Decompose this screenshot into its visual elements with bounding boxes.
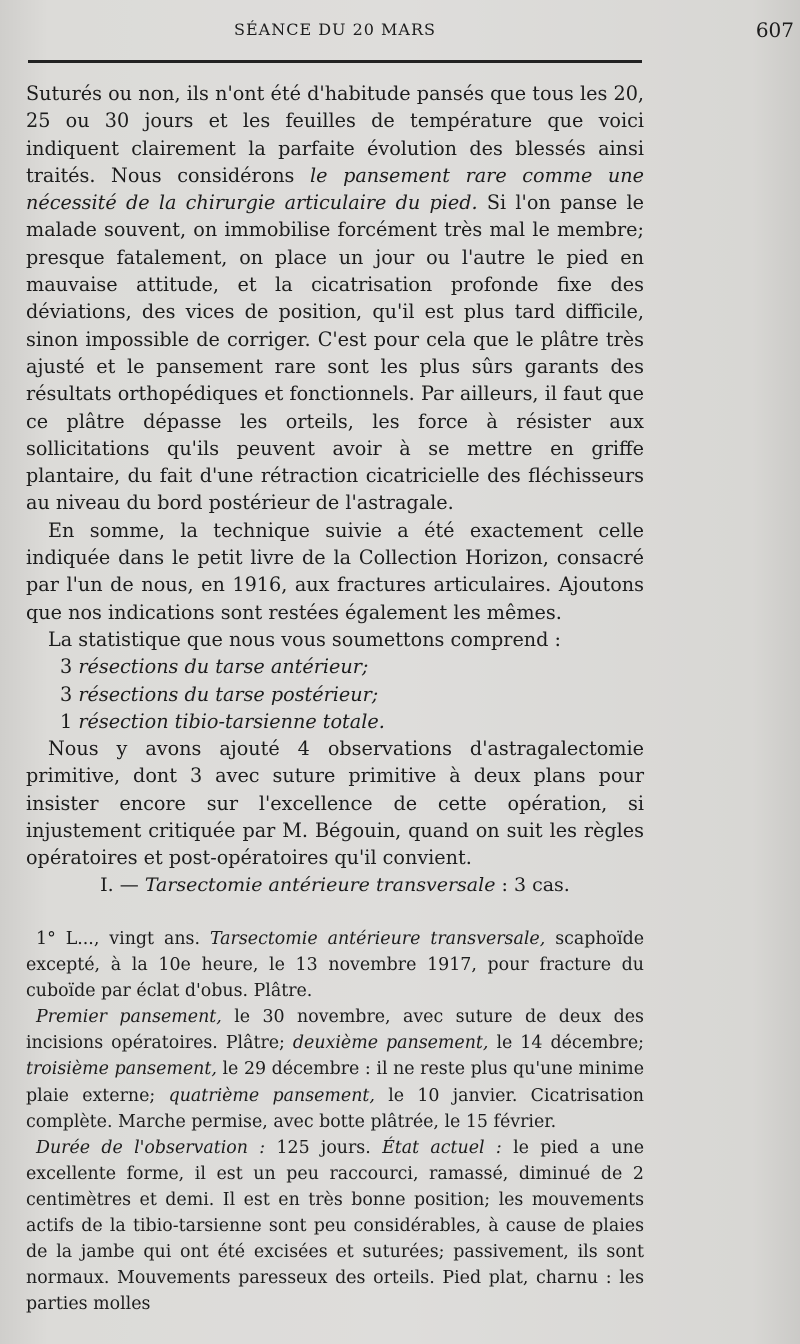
case-paragraph-3 xyxy=(26,1135,644,1318)
case-text: le 29 décembre : il ne reste plus qu'une minime plaie externe; xyxy=(26,1059,644,1106)
paragraph-1-text: Suturés ou non, ils n'ont été d'habitude pansés que tous les 20, 25 ou 30 jours et les feuilles de température que voici indiquent clairement la parfaite évolution des blessés ainsi traités. Nous considérons xyxy=(26,82,644,187)
section-count: : 3 cas. xyxy=(501,874,570,896)
list-item-number: 3 xyxy=(60,682,73,706)
header-rule xyxy=(28,60,642,63)
list-item-number: 1 xyxy=(60,709,73,733)
list-item-text: résections du tarse antérieur; xyxy=(78,655,369,679)
case-report xyxy=(26,926,644,1317)
section-number: I. — xyxy=(100,874,139,896)
case-paragraph-1 xyxy=(26,926,644,1004)
case-label: Premier pansement, xyxy=(36,1007,222,1028)
list-item-number: 3 xyxy=(60,655,73,679)
case-text: 125 jours. xyxy=(276,1137,371,1158)
paragraph-1-emphasis: le pansement rare comme une nécessité de la chirurgie articulaire du pied. xyxy=(26,163,644,215)
list-item xyxy=(26,653,644,680)
case-label: troisième pansement, xyxy=(26,1059,217,1080)
case-details: scaphoïde excepté, à la 10e heure, le 13 novembre 1917, pour fracture du cuboïde par éclat d'obus. Plâtre. xyxy=(26,929,645,1002)
case-text: le 30 novembre, avec suture de deux des incisions opératoires. Plâtre; xyxy=(26,1007,644,1054)
list-item-text: résection tibio-tarsienne totale. xyxy=(78,709,385,733)
list-item xyxy=(26,681,644,708)
section-title: Tarsectomie antérieure transversale xyxy=(144,874,496,896)
case-text: le pied a une excellente forme, il est un peu raccourci, ramassé, diminué de 2 centimètres et demi. Il est en très bonne position; les mouvements actifs de la tibio-tarsienne sont peu considérables, à cause de plaies de la jambe qui ont été excisées et suturées; passivement, ils sont normaux. Mouvements paresseux des orteils. Pied plat, charnu : les parties molles xyxy=(26,1137,645,1315)
case-intro: 1° L..., vingt ans. xyxy=(36,929,200,949)
case-procedure: Tarsectomie antérieure transversale, xyxy=(209,929,546,949)
paragraph-1-rest: Si l'on panse le malade souvent, on immobilise forcément très mal le membre; presque fatalement, on place un jour ou l'autre le pied en mauvaise attitude, et la cicatrisation profonde fixe des déviations, des vices de position, qu'il est plus tard difficile, sinon impossible de corriger. C'est pour cela que le plâtre très ajusté et le pansement rare sont les plus sûrs garants des résultats orthopédiques et fonctionnels. Par ailleurs, il faut que ce plâtre dépasse les orteils, les force à résister aux sollicitations qu'ils peuvent avoir à se mettre en griffe plantaire, du fait d'une rétraction cicatricielle des fléchisseurs au niveau du bord postérieur de l'astragale. xyxy=(26,191,644,515)
section-heading xyxy=(26,874,644,896)
case-text: le 10 janvier. Cicatrisation complète. Marche permise, avec botte plâtrée, le 15 février. xyxy=(26,1085,644,1132)
case-label: Durée de l'observation : xyxy=(36,1137,266,1158)
paragraph-3: La statistique que nous vous soumettons comprend : xyxy=(48,627,562,651)
running-header xyxy=(26,18,794,44)
case-text: le 14 décembre; xyxy=(496,1033,644,1054)
case-label: État actuel : xyxy=(382,1137,502,1158)
main-text xyxy=(26,80,644,872)
case-label: quatrième pansement, xyxy=(168,1085,375,1106)
paragraph-2: En somme, la technique suivie a été exactement celle indiquée dans le petit livre de la Collection Horizon, consacré par l'un de nous, en 1916, aux fractures articulaires. Ajoutons que nos indications sont restées également les mêmes. xyxy=(26,518,644,624)
list-item-text: résections du tarse postérieur; xyxy=(78,682,379,706)
paragraph-4: Nous y avons ajouté 4 observations d'astragalectomie primitive, dont 3 avec suture primitive à deux plans pour insister encore sur l'excellence de cette opération, si injustement critiquée par M. Bégouin, quand on suit les règles opératoires et post-opératoires qu'il convient. xyxy=(26,737,644,870)
paragraph-1 xyxy=(26,80,644,517)
case-paragraph-2 xyxy=(26,1004,644,1134)
case-label: deuxième pansement, xyxy=(292,1033,489,1054)
page-number: 607 xyxy=(755,18,794,42)
list-item xyxy=(26,708,644,735)
header-title: SÉANCE DU 20 MARS xyxy=(234,20,436,39)
